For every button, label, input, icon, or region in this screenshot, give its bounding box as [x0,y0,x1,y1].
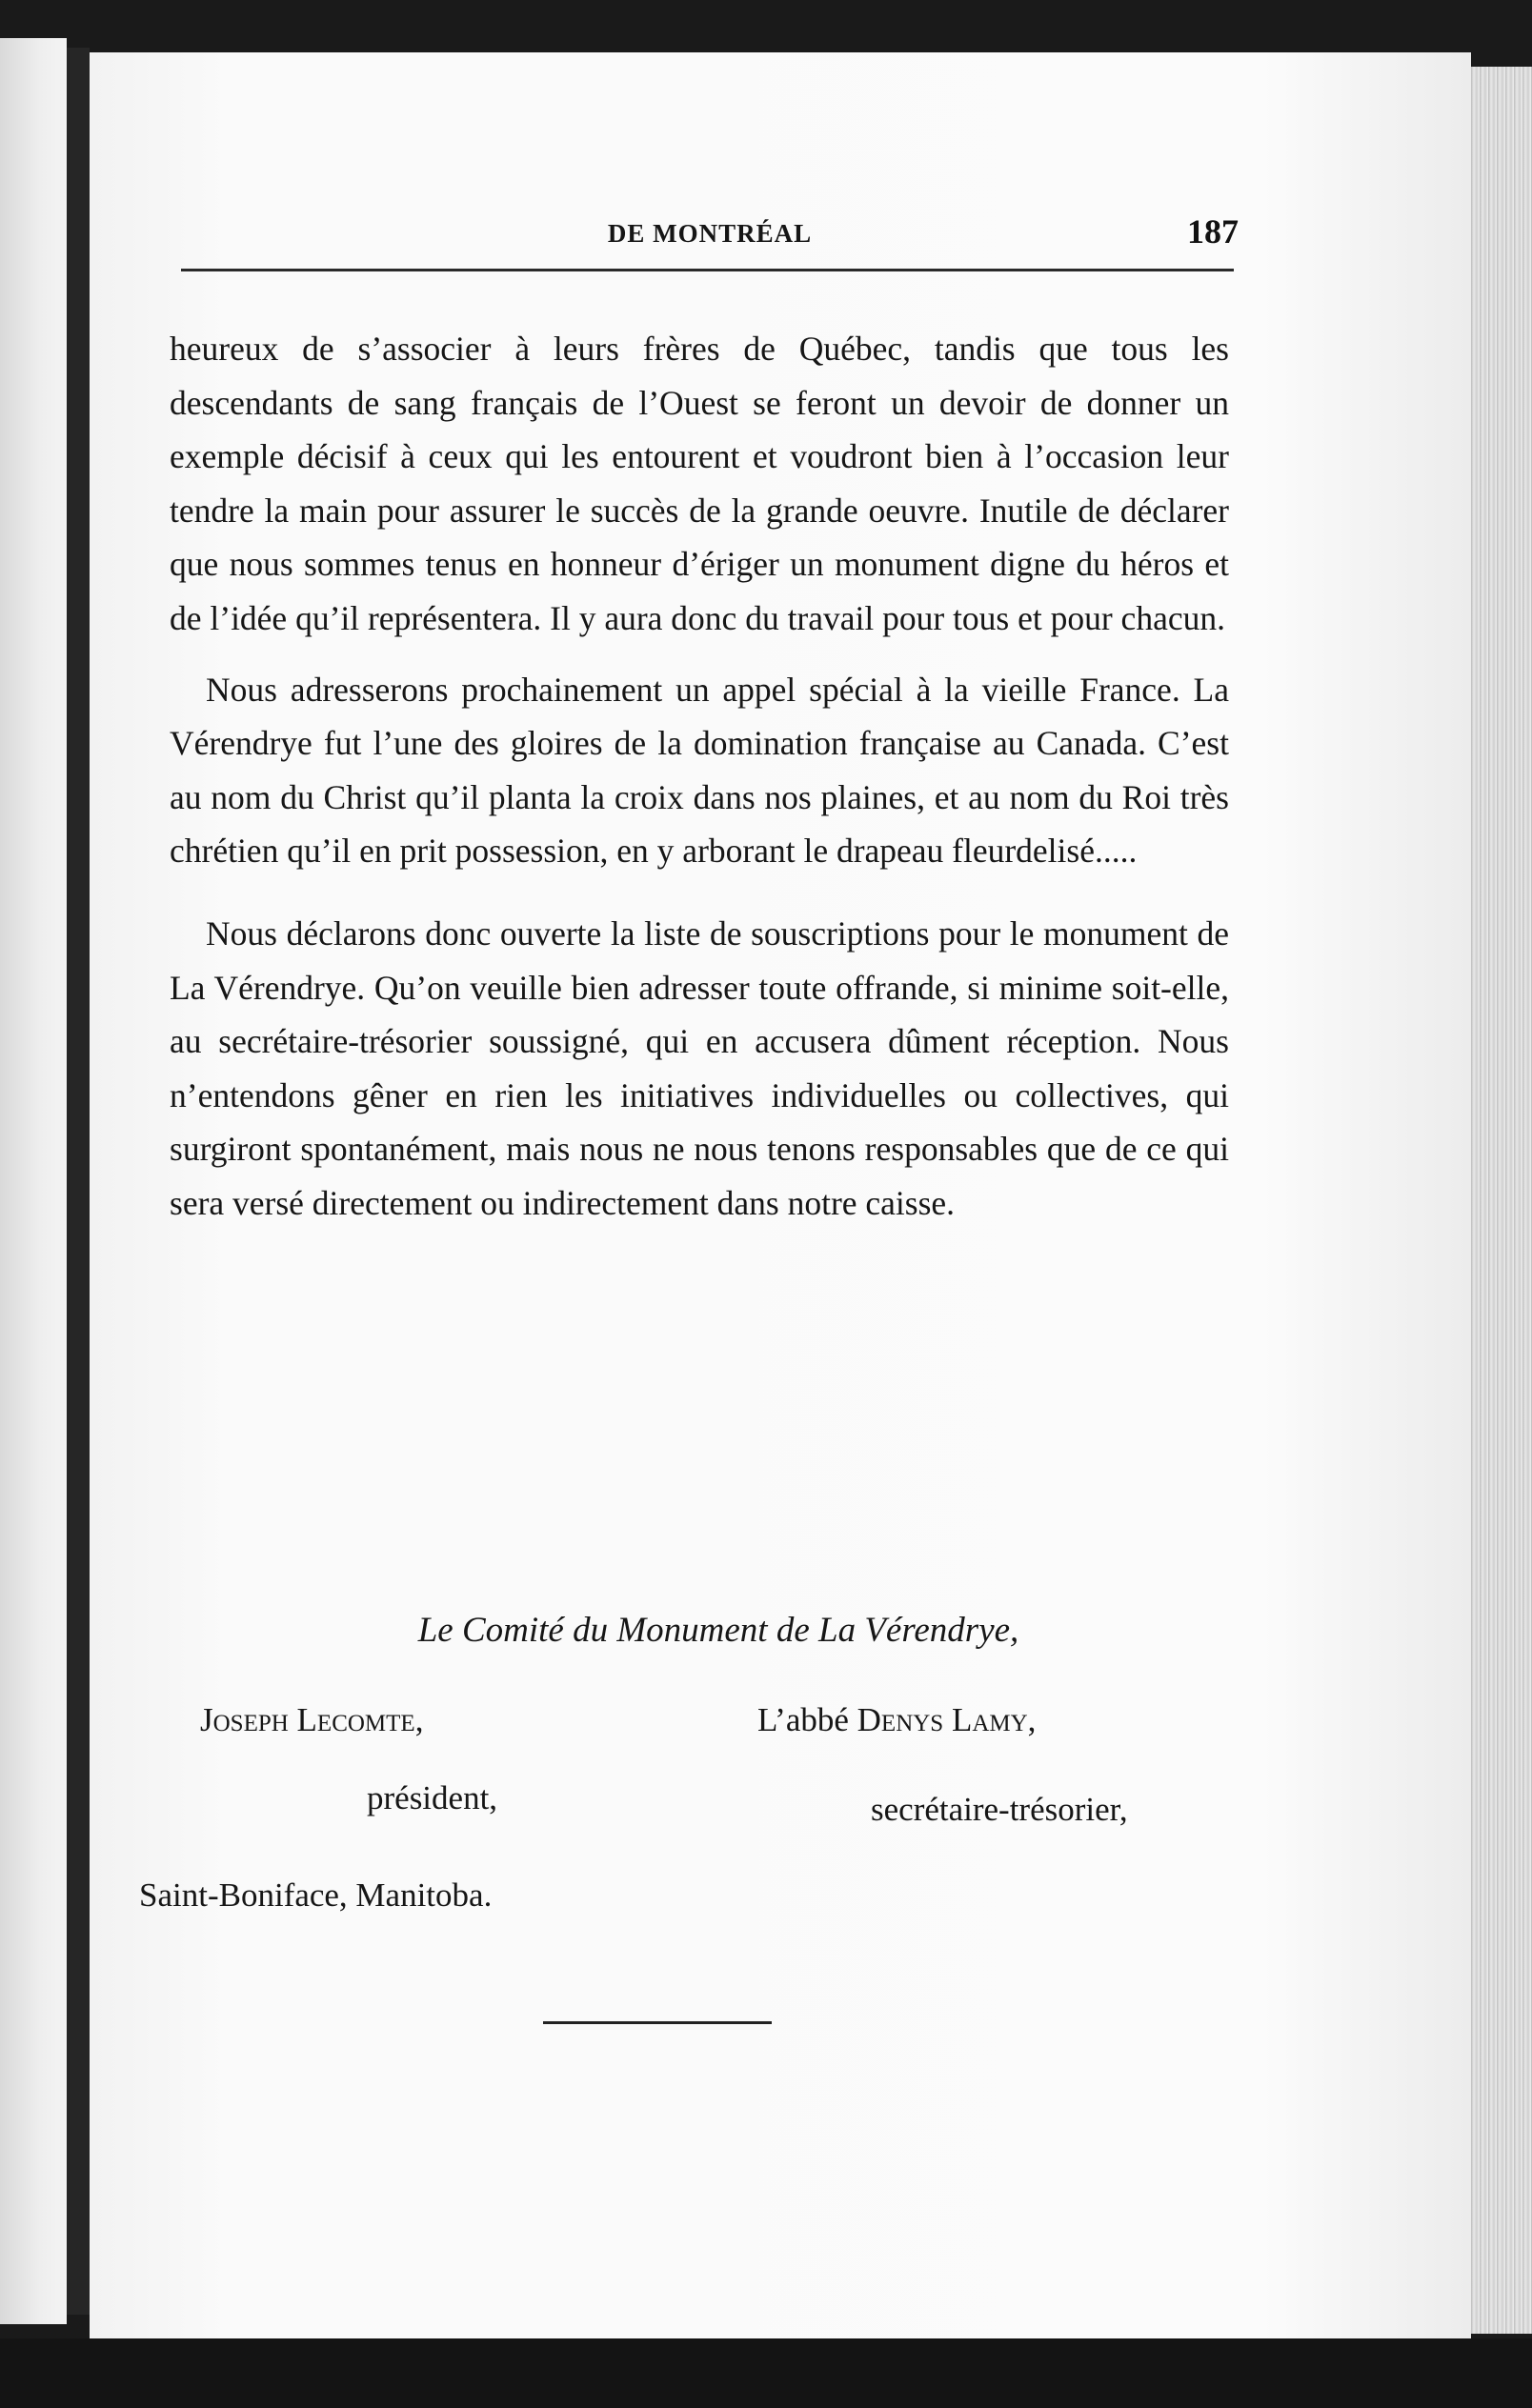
running-title: DE MONTRÉAL [607,219,813,248]
scan-background [0,2338,1532,2408]
committee-signature: Le Comité du Monument de La Vérendrye, [417,1611,1019,1650]
closing-rule [543,2021,772,2024]
secretary-signature [757,1701,1036,1739]
paragraph: Nous déclarons donc ouverte la liste de souscriptions pour le monument de La Vérendrye. Qu’on veuille bien adresser toute offrande, si minime soit-elle, au secrétaire-trésorier soussigné, qui en accusera dûment réception. Nous n’entendons gêner en rien les initiatives individuelles ou collectives, qui surgiront spontanément, mais nous ne nous tenons responsables que de ce qui sera versé directement ou indirectement dans notre caisse. [170,913,1229,1222]
running-head [181,211,1239,259]
adjacent-page-edge [0,38,67,2324]
president-title: président, [367,1779,498,1816]
book-gutter [67,48,90,2315]
place-line: Saint-Boniface, Manitoba. [139,1876,493,1914]
page-number: 187 [1187,212,1239,251]
president-name: Joseph Lecomte, [200,1701,424,1738]
header-rule [181,269,1234,271]
paragraph: heureux de s’associer à leurs frères de Québec, tandis que tous les descendants de sang français de l’Ouest se feront un devoir de donner un exemple décisif à ceux qui les entourent et voudront bien à l’occasion leur tendre la main pour assurer le succès de la grande oeuvre. Inutile de déclarer que nous sommes tenus en honneur d’ériger un monument digne du héros et de l’idée qu’il représentera. Il y aura donc du travail pour tous et pour chacun. [170,330,1229,637]
page-stack-edge [1471,67,1532,2334]
secretary-name: Denys Lamy, [857,1701,1037,1738]
secretary-prefix: L’abbé [757,1701,857,1738]
secretary-title: secrétaire-trésorier, [871,1791,1128,1828]
body-text [170,322,1229,1231]
paragraph: Nous adresserons prochainement un appel spécial à la vieille France. La Vérendrye fut l’une des gloires de la domination française au Canada. C’est au nom du Christ qu’il planta la croix dans nos plaines, et au nom du Roi très chrétien qu’il en prit possession, en y arborant le drapeau fleurdelisé..... [170,670,1229,871]
